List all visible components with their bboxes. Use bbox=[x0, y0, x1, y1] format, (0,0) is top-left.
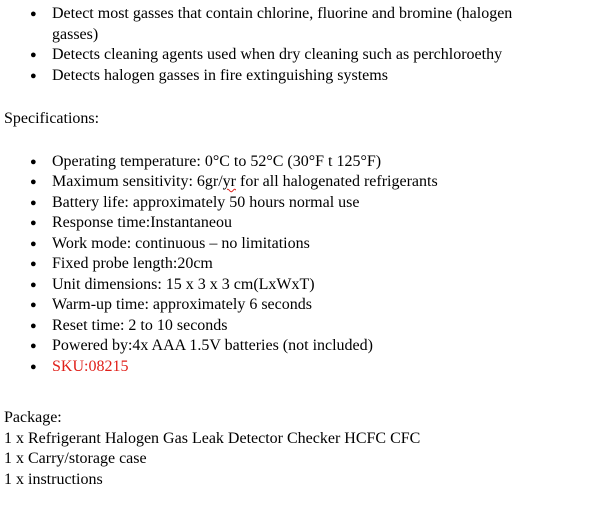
spec-item bbox=[4, 152, 600, 173]
spec-text: Response time:Instantaneou bbox=[52, 214, 232, 231]
spec-text: Reset time: 2 to 10 seconds bbox=[52, 316, 228, 334]
package-item: 1 x Refrigerant Halogen Gas Leak Detector Checker HCFC CFC bbox=[4, 429, 421, 447]
spec-item bbox=[4, 336, 600, 357]
bullet-icon: ● bbox=[30, 196, 37, 209]
feature-text: Detects halogen gasses in fire extinguishing systems bbox=[52, 66, 388, 84]
package-item: 1 x instructions bbox=[4, 470, 103, 488]
spec-text: Maximum sensitivity: 6gr/yr for all halogenated refrigerants bbox=[52, 173, 438, 190]
bullet-icon: ● bbox=[30, 299, 37, 311]
package-item: 1 x Carry/storage case bbox=[4, 450, 147, 467]
spec-text: Operating temperature: 0°C to 52°C (30°F t 125°F) bbox=[52, 152, 382, 170]
spec-text: Work mode: continuous – no limitations bbox=[52, 234, 310, 252]
package-heading: Package: bbox=[4, 409, 62, 426]
bullet-icon: ● bbox=[30, 319, 37, 332]
product-description bbox=[4, 4, 600, 490]
bullet-icon: ● bbox=[30, 155, 37, 168]
spec-item bbox=[4, 213, 600, 234]
spec-item bbox=[4, 172, 600, 193]
bullet-icon: ● bbox=[30, 217, 37, 229]
spec-text: Battery life: approximately 50 hours normal use bbox=[52, 193, 360, 211]
list-item bbox=[4, 45, 600, 66]
bullet-icon: ● bbox=[30, 237, 37, 250]
bullet-icon: ● bbox=[30, 8, 37, 20]
feature-text: Detect most gasses that contain chlorine, fluorine and bromine (halogen bbox=[52, 5, 513, 22]
spec-text: Warm-up time: approximately 6 seconds bbox=[52, 296, 312, 313]
spec-text: Powered by:4x AAA 1.5V batteries (not included) bbox=[52, 337, 373, 354]
list-item bbox=[4, 66, 600, 87]
bullet-icon: ● bbox=[30, 176, 37, 188]
specifications-heading: Specifications: bbox=[4, 110, 100, 127]
spec-item bbox=[4, 193, 600, 214]
bullet-icon: ● bbox=[30, 360, 37, 373]
spec-item bbox=[4, 316, 600, 337]
feature-text: Detects cleaning agents used when dry cleaning such as perchloroethy bbox=[52, 46, 503, 63]
spellcheck-word: yr bbox=[222, 173, 236, 190]
spec-item bbox=[4, 357, 600, 378]
spec-text: Fixed probe length:20cm bbox=[52, 255, 213, 272]
spec-item bbox=[4, 275, 600, 296]
specifications-list bbox=[4, 152, 600, 378]
bullet-icon: ● bbox=[30, 258, 37, 270]
bullet-icon: ● bbox=[30, 69, 37, 82]
spec-text: Unit dimensions: 15 x 3 x 3 cm(LxWxT) bbox=[52, 275, 315, 293]
spec-item bbox=[4, 234, 600, 255]
bullet-icon: ● bbox=[30, 340, 37, 352]
spec-item bbox=[4, 295, 600, 316]
list-item bbox=[4, 4, 600, 45]
spec-item bbox=[4, 254, 600, 275]
intro-feature-list bbox=[4, 4, 600, 86]
bullet-icon: ● bbox=[30, 278, 37, 291]
feature-text-continued: gasses) bbox=[52, 25, 99, 43]
sku-text: SKU:08215 bbox=[52, 357, 129, 375]
bullet-icon: ● bbox=[30, 49, 37, 61]
